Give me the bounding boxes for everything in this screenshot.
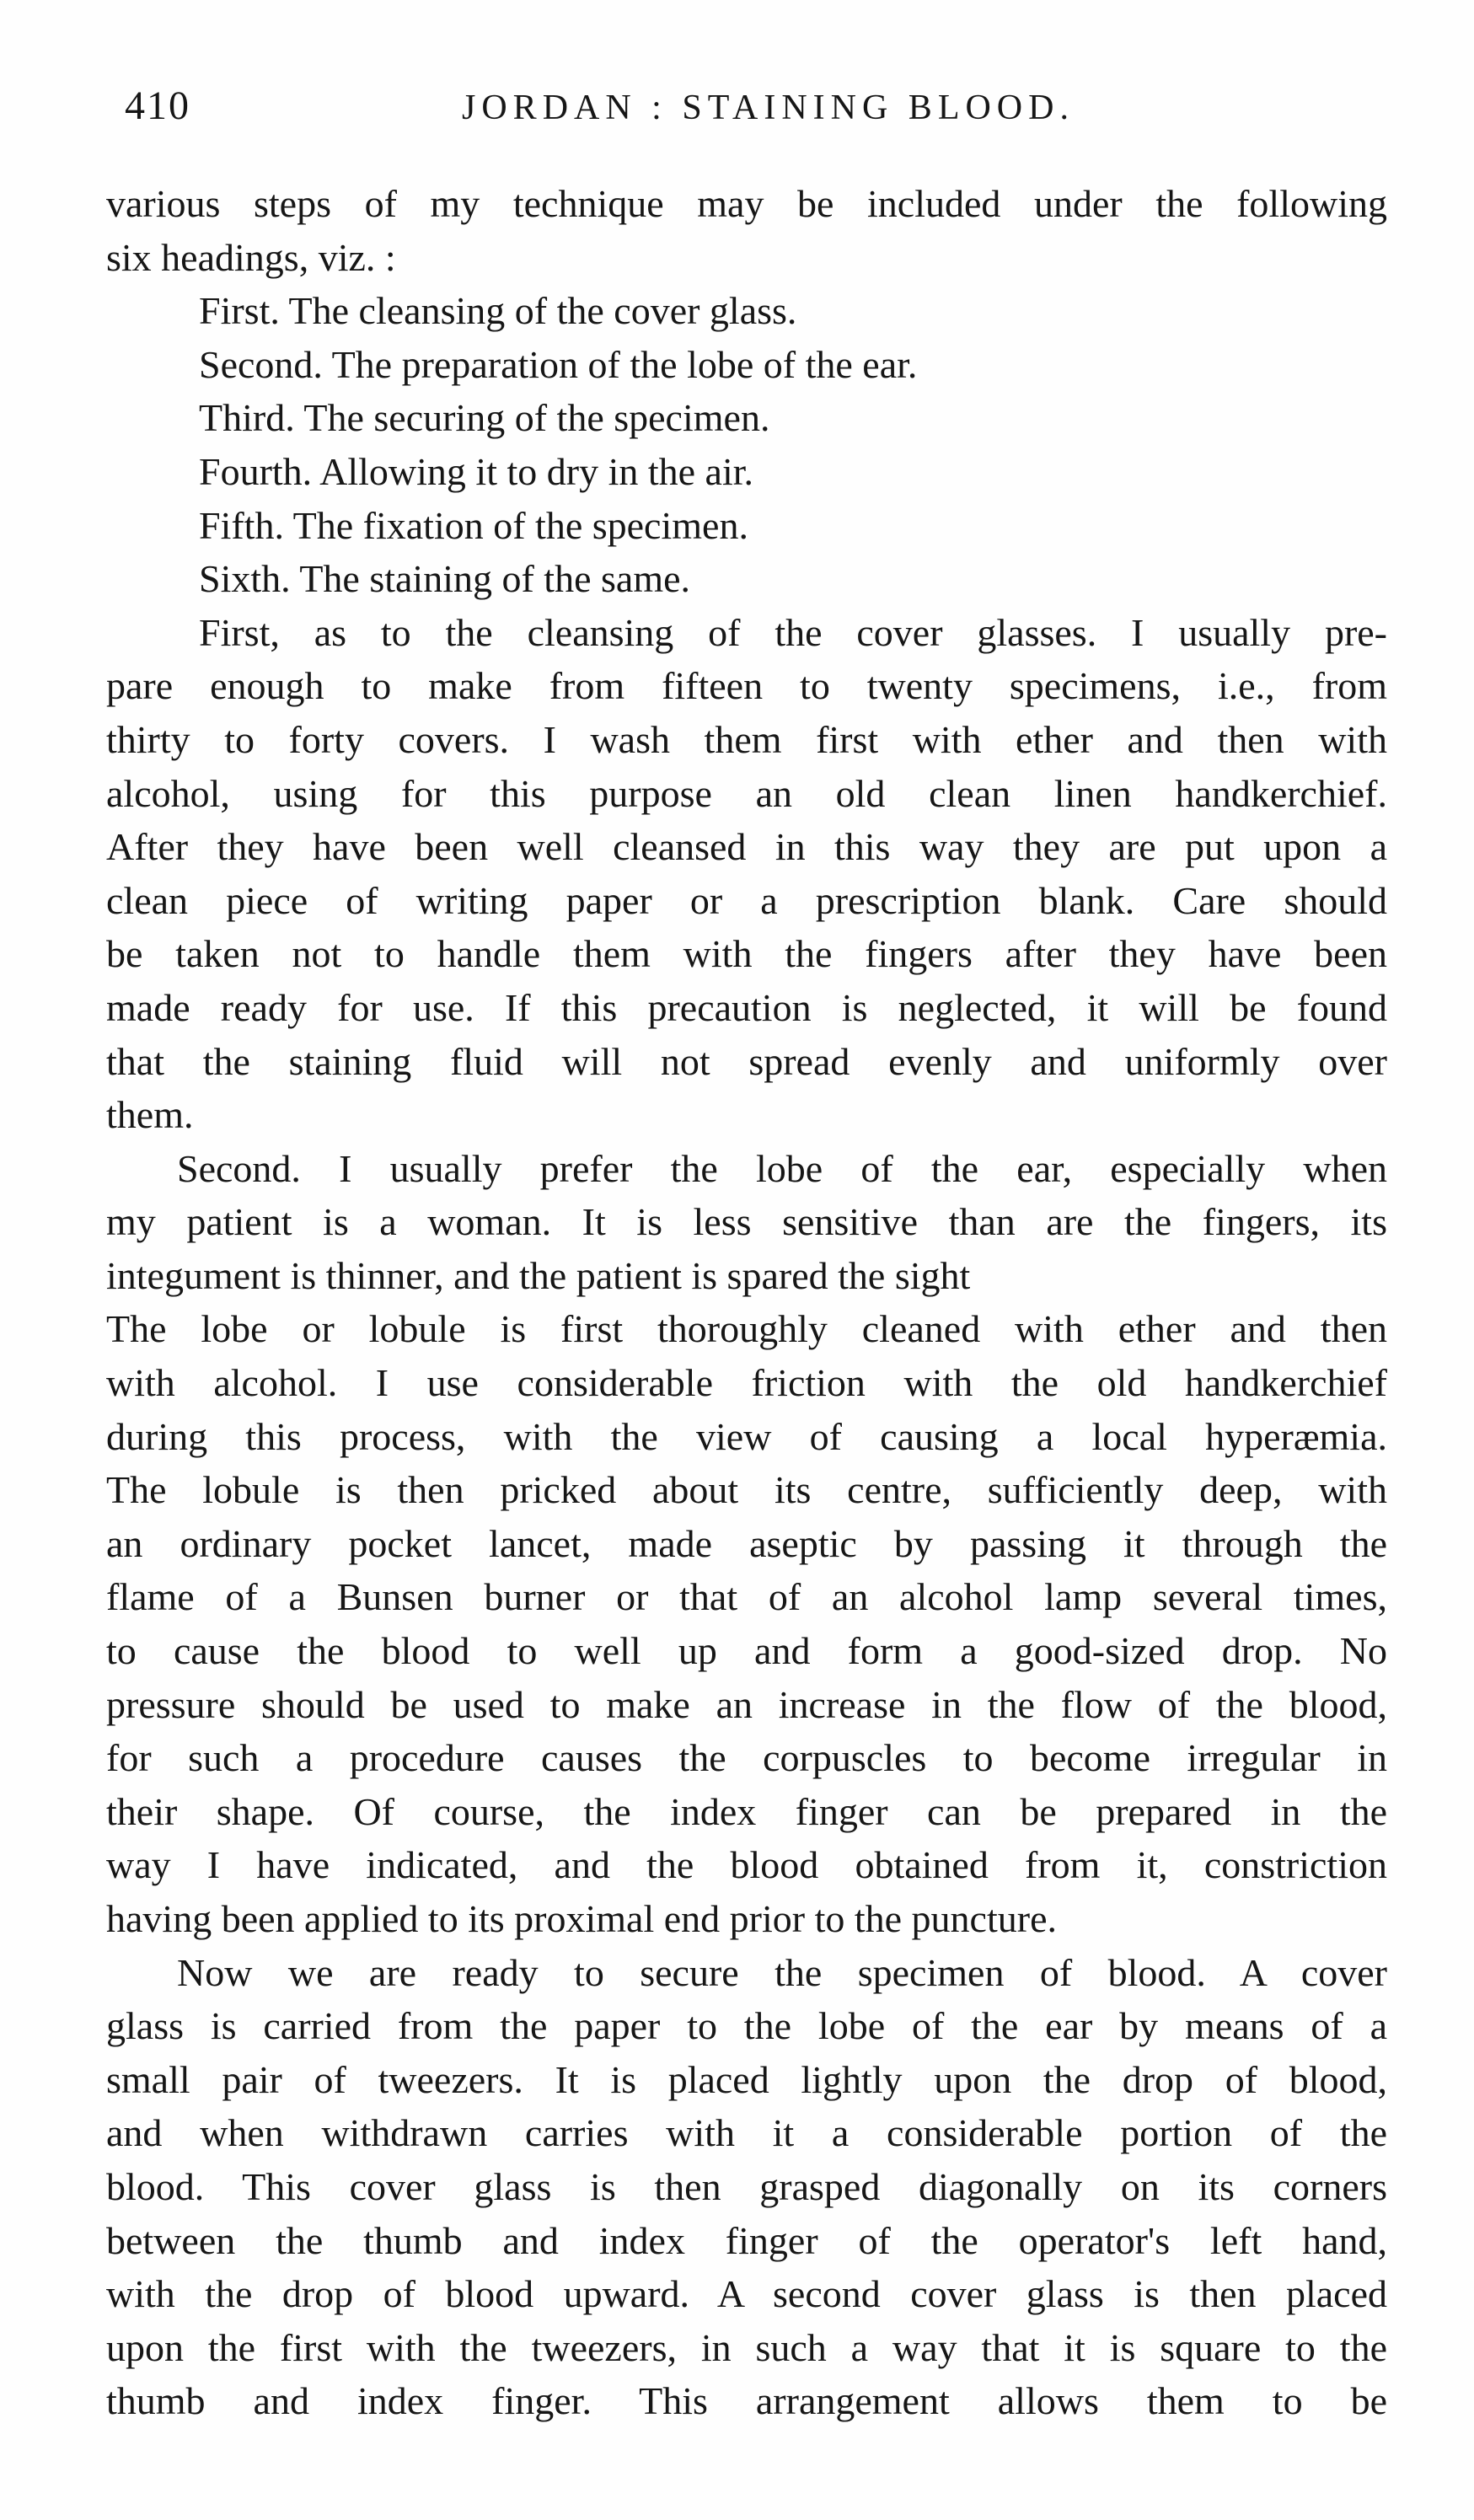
text-line: thirty to forty covers. I wash them first with ether and then with (106, 717, 1387, 761)
text-line: six headings, viz. : (106, 235, 396, 279)
text-line: Second. I usually prefer the lobe of the ear, especially when (177, 1146, 1387, 1190)
text-line: The lobule is then pricked about its centre, sufficiently deep, with (106, 1468, 1387, 1512)
text-line: blood. This cover glass is then grasped diagonally on its corners (106, 2164, 1387, 2208)
text-line: during this process, with the view of causing a local hyperæmia. (106, 1414, 1387, 1458)
text-line: my patient is a woman. It is less sensitive than are the fingers, its (106, 1200, 1387, 1244)
text-line: pare enough to make from fifteen to twenty specimens, i.e., from (106, 664, 1387, 708)
text-line: pressure should be used to make an increase in the flow of the blood, (106, 1682, 1387, 1726)
text-line: alcohol, using for this purpose an old clean linen handkerchief. (106, 771, 1387, 815)
list-item: Sixth. The staining of the same. (199, 557, 691, 601)
text-line: The lobe or lobule is first thoroughly cleaned with ether and then (106, 1307, 1387, 1351)
text-line: flame of a Bunsen burner or that of an alcohol lamp several times, (106, 1575, 1387, 1619)
list-item: Fifth. The fixation of the specimen. (199, 503, 748, 547)
text-line: way I have indicated, and the blood obtained from it, constriction (106, 1843, 1387, 1887)
list-item: Third. The securing of the specimen. (199, 396, 770, 440)
text-line: thumb and index finger. This arrangement allows them to be (106, 2379, 1387, 2423)
text-line: clean piece of writing paper or a prescription blank. Care should (106, 878, 1387, 922)
text-line: for such a procedure causes the corpuscles to become irregular in (106, 1736, 1387, 1780)
text-line: upon the first with the tweezers, in such a way that it is square to the (106, 2325, 1387, 2369)
text-line: them. (106, 1093, 194, 1137)
list-item: First. The cleansing of the cover glass. (199, 289, 797, 333)
text-line: integument is thinner, and the patient is spared the sight (106, 1253, 971, 1297)
text-line: between the thumb and index finger of the operator's left hand, (106, 2218, 1387, 2262)
text-line: Now we are ready to secure the specimen of blood. A cover (177, 1950, 1387, 1994)
list-item: Second. The preparation of the lobe of the ear. (199, 342, 918, 386)
text-line: various steps of my technique may be included under the following (106, 182, 1387, 225)
text-line: with alcohol. I use considerable friction with the old handkerchief (106, 1361, 1387, 1405)
text-line: and when withdrawn carries with it a considerable portion of the (106, 2111, 1387, 2155)
text-line: with the drop of blood upward. A second cover glass is then placed (106, 2272, 1387, 2316)
text-line: that the staining fluid will not spread evenly and uniformly over (106, 1039, 1387, 1083)
text-line: After they have been well cleansed in this way they are put upon a (106, 825, 1387, 869)
text-line: an ordinary pocket lancet, made aseptic by passing it through the (106, 1521, 1387, 1565)
text-line: having been applied to its proximal end prior to the puncture. (106, 1897, 1057, 1940)
text-line: small pair of tweezers. It is placed lightly upon the drop of blood, (106, 2057, 1387, 2101)
page-header (125, 83, 1389, 142)
body-text (106, 177, 1387, 2428)
running-head: JORDAN : STAINING BLOOD. (462, 88, 1075, 127)
text-line: be taken not to handle them with the fingers after they have been (106, 932, 1387, 976)
text-line: to cause the blood to well up and form a good-sized drop. No (106, 1629, 1387, 1673)
text-line: glass is carried from the paper to the lobe of the ear by means of a (106, 2004, 1387, 2048)
list-item: Fourth. Allowing it to dry in the air. (199, 449, 754, 493)
text-line: First, as to the cleansing of the cover glasses. I usually pre- (199, 610, 1387, 654)
text-line: made ready for use. If this precaution is neglected, it will be found (106, 985, 1387, 1029)
page-number: 410 (125, 83, 190, 128)
text-line: their shape. Of course, the index finger can be prepared in the (106, 1789, 1387, 1833)
